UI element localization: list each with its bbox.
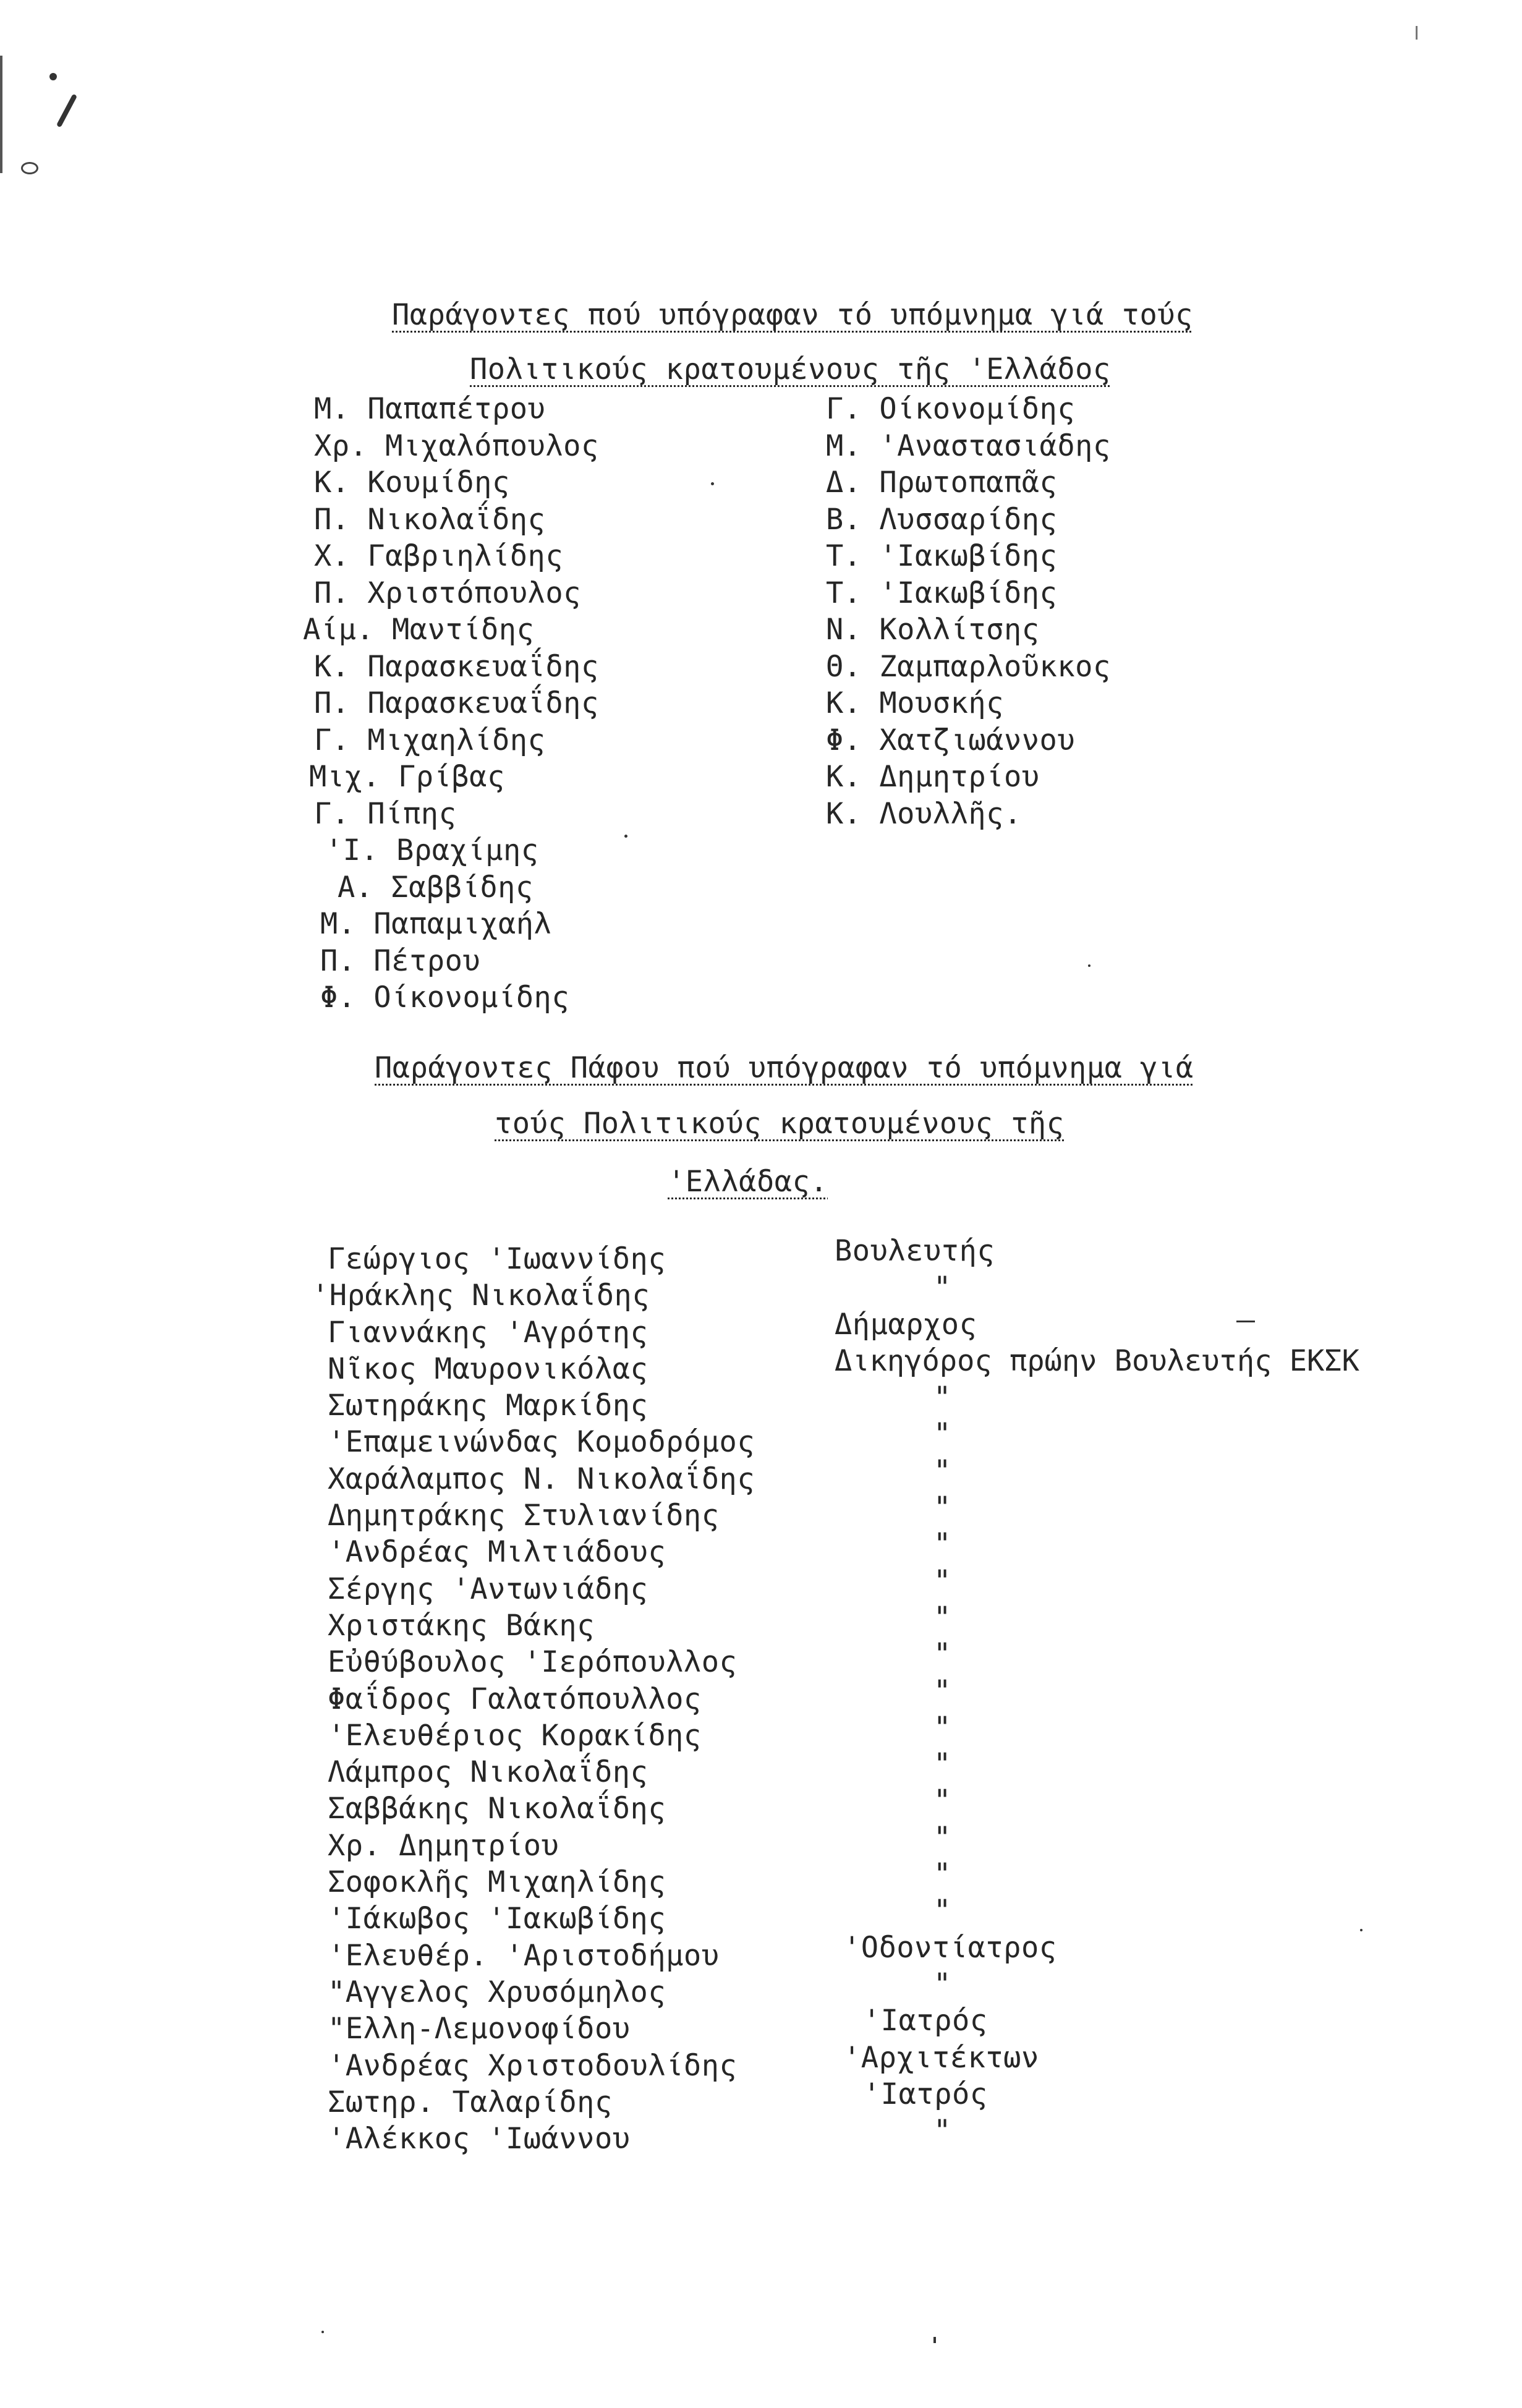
list-item: 'Αρχιτέκτων — [843, 2040, 1039, 2075]
list-item: Ν. Κολλίτσης — [826, 613, 1040, 647]
list-item: Γ. Μιχαηλίδης — [314, 723, 546, 757]
list-item: "Αγγελος Χρυσόμηλος — [328, 1975, 666, 2009]
list-item: Χ. Γαβριηλίδης — [314, 539, 564, 573]
list-item: Τ. 'Ιακωβίδης — [826, 576, 1058, 610]
section1-title-line1: Παράγοντες πού υπόγραφαν τό υπόμνημα γιά τούς — [392, 298, 1193, 332]
section2-title-line1: Παράγοντες Πάφου πού υπόγραφαν τό υπόμνημα γιά — [375, 1051, 1194, 1085]
list-item: Δικηγόρος πρώην Βουλευτής ΕΚΣΚ — [835, 1343, 1359, 1378]
list-item: Π. Χριστόπουλος — [314, 576, 581, 610]
scan-speck — [321, 2331, 324, 2333]
scan-speck — [49, 73, 57, 80]
list-item: " — [933, 1674, 951, 1708]
list-item: Φαΐδρος Γαλατόπουλλος — [328, 1682, 702, 1716]
list-item: Σωτηρ. Ταλαρίδης — [328, 2085, 613, 2119]
list-item: 'Ιάκωβος 'Ιακωβίδης — [328, 1902, 666, 1936]
list-item: Κ. Μουσκής — [826, 686, 1004, 720]
list-item: 'Ηράκλης Νικολαΐδης — [312, 1278, 650, 1313]
list-item: 'Ιατρός — [863, 2077, 988, 2111]
list-item: Λάμπρος Νικολαΐδης — [328, 1755, 648, 1790]
list-item: " — [933, 1600, 951, 1635]
list-item: Βουλευτής — [835, 1234, 995, 1268]
list-item: 'Ελευθέριος Κορακίδης — [328, 1718, 702, 1753]
list-item: Γεώργιος 'Ιωαννίδης — [328, 1242, 666, 1276]
list-item: Κ. Παρασκευαΐδης — [314, 649, 599, 684]
list-item: Γ. Πίπης — [314, 796, 457, 831]
list-item: Σωτηράκης Μαρκίδης — [328, 1389, 648, 1423]
list-item: Π. Νικολαΐδης — [314, 502, 546, 537]
list-item: 'Ιατρός — [863, 2004, 988, 2038]
list-item: " — [933, 1270, 951, 1305]
list-item: " — [933, 1453, 951, 1488]
scan-speck — [711, 482, 714, 485]
list-item: " — [933, 1967, 951, 2001]
list-item: Μ. Παπαπέτρου — [314, 392, 546, 426]
list-item: Νῖκος Μαυρονικόλας — [328, 1351, 648, 1386]
list-item: 'Επαμεινώνδας Κομοδρόμος — [328, 1425, 755, 1460]
list-item: Σοφοκλῆς Μιχαηλίδης — [328, 1865, 666, 1900]
list-item: Γιαννάκης 'Αγρότης — [328, 1315, 648, 1350]
list-item: Κ. Λουλλῆς. — [826, 796, 1022, 831]
list-item: Κ. Δημητρίου — [826, 760, 1040, 794]
list-item: Α. Σαββίδης — [338, 870, 534, 904]
list-item: " — [933, 1563, 951, 1598]
section1-left-list — [303, 391, 599, 1016]
list-item: Αίμ. Μαντίδης — [303, 613, 535, 647]
list-item: Χρ. Μιχαλόπουλος — [314, 428, 599, 463]
list-item: " — [933, 1417, 951, 1452]
list-item: Θ. Ζαμπαρλοῦκκος — [826, 649, 1111, 684]
list-item: Μ. 'Αναστασιάδης — [826, 428, 1111, 463]
list-item: Δήμαρχος — [835, 1307, 977, 1342]
list-item: Φ. Οίκονομίδης — [320, 981, 570, 1015]
list-item: 'Ανδρέας Χριστοδουλίδης — [328, 2048, 738, 2083]
section2-titles-list — [835, 1233, 1359, 2149]
list-item: " — [933, 1747, 951, 1782]
list-item: Β. Λυσσαρίδης — [826, 502, 1058, 537]
scan-speck — [933, 2337, 936, 2343]
scan-speck — [0, 56, 2, 173]
scan-speck — [1416, 26, 1418, 40]
list-item: Χαράλαμπος Ν. Νικολαΐδης — [328, 1461, 755, 1496]
list-item: Δ. Πρωτοπαπᾶς — [826, 466, 1058, 500]
list-item: Μ. Παπαμιχαήλ — [320, 907, 552, 941]
section2-title-line2: τούς Πολιτικούς κρατουμένους τῆς — [495, 1107, 1065, 1141]
section1-title-line2: Πολιτικούς κρατουμένους τῆς 'Ελλάδος — [470, 352, 1111, 386]
list-item: 'Ελευθέρ. 'Αριστοδήμου — [328, 1938, 720, 1973]
list-item: "Ελλη-Λεμονοφίδου — [328, 2012, 631, 2046]
list-item: " — [933, 1491, 951, 1525]
list-item: " — [933, 1637, 951, 1672]
list-item: Τ. 'Ιακωβίδης — [826, 539, 1058, 573]
scan-speck — [624, 835, 627, 838]
scan-speck — [21, 162, 38, 174]
list-item: Π. Παρασκευαΐδης — [314, 686, 599, 720]
list-item: Γ. Οίκονομίδης — [826, 392, 1076, 426]
list-item: " — [933, 1894, 951, 1928]
list-item: Σέργης 'Αντωνιάδης — [328, 1572, 648, 1606]
list-item: Φ. Χατζιωάννου — [826, 723, 1076, 757]
list-item: " — [933, 1784, 951, 1818]
section1-right-list — [826, 391, 1111, 832]
section2-names-list — [312, 1241, 755, 2157]
list-item: Δημητράκης Στυλιανίδης — [328, 1499, 720, 1533]
scan-speck — [1360, 1929, 1363, 1931]
list-item: " — [933, 2114, 951, 2148]
list-item: Π. Πέτρου — [320, 943, 481, 978]
scan-speck — [1088, 964, 1090, 967]
list-item: 'Ανδρέας Μιλτιάδους — [328, 1535, 666, 1570]
list-item: 'Ι. Βραχίμης — [325, 833, 539, 867]
list-item: Μιχ. Γρίβας — [309, 760, 505, 794]
list-item: " — [933, 1710, 951, 1745]
list-item: Κ. Κουμίδης — [314, 466, 510, 500]
list-item: 'Οδοντίατρος — [843, 1930, 1057, 1965]
list-item: " — [933, 1527, 951, 1562]
scan-speck — [56, 94, 77, 128]
list-item: Χριστάκης Βάκης — [328, 1608, 595, 1643]
list-item: Χρ. Δημητρίου — [328, 1828, 559, 1863]
section2-title-line3: 'Ελλάδας. — [668, 1165, 828, 1199]
list-item: Σαββάκης Νικολαΐδης — [328, 1792, 666, 1826]
list-item: " — [933, 1820, 951, 1855]
list-item: " — [933, 1857, 951, 1892]
list-item: Εὐθύβουλος 'Ιερόπουλλος — [328, 1645, 738, 1680]
list-item: " — [933, 1381, 951, 1415]
list-item: 'Αλέκκος 'Ιωάννου — [328, 2122, 631, 2156]
